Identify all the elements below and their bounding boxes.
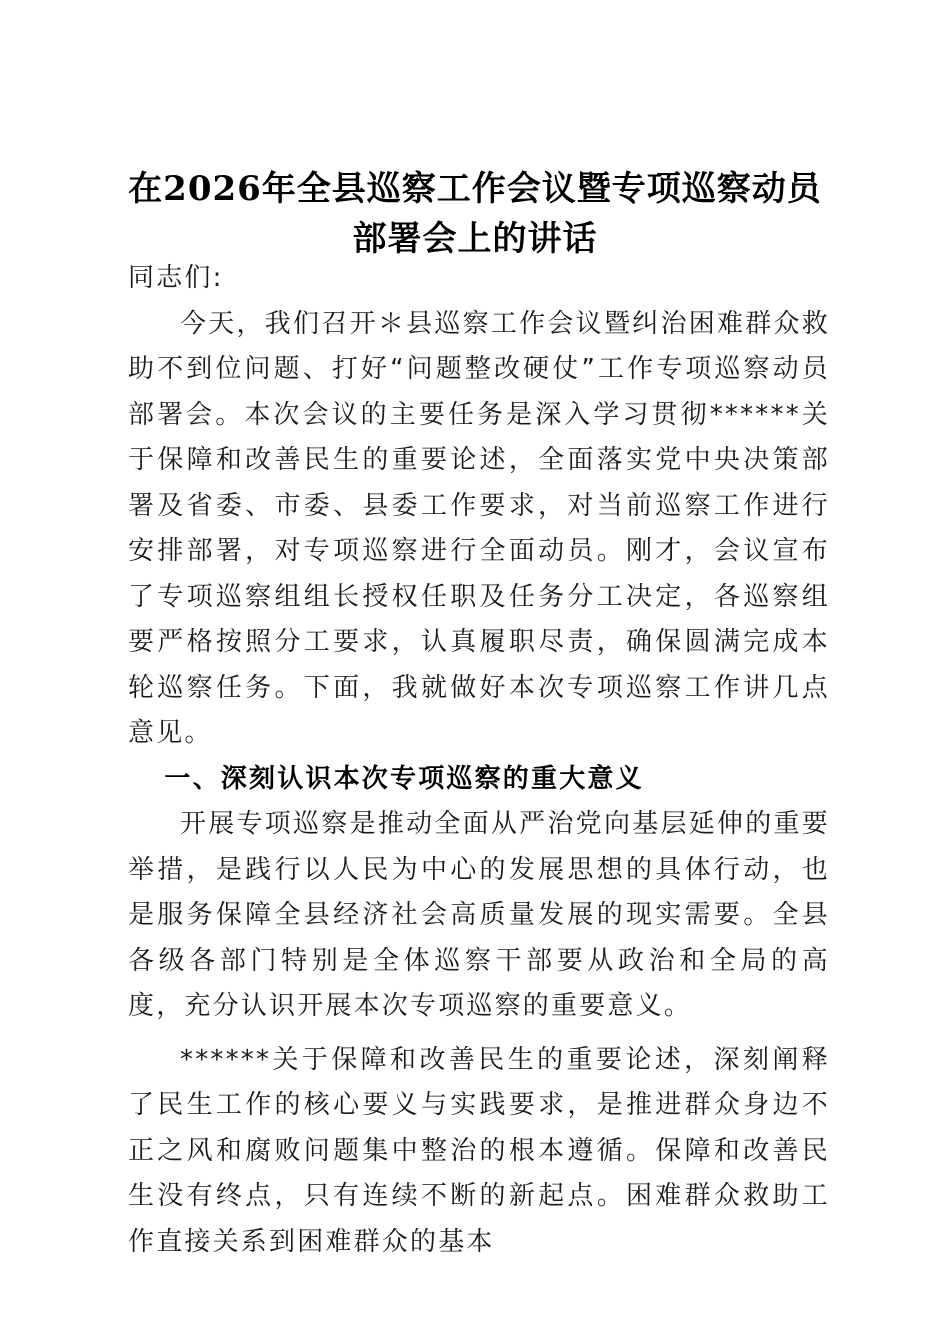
title-line-1: 在2026年全县巡察工作会议暨专项巡察动员 — [128, 169, 822, 209]
salutation: 同志们: — [128, 263, 224, 293]
section-1-heading: 一、深刻认识本次专项巡察的重大意义 — [164, 763, 644, 794]
section-1-paragraph-1: 开展专项巡察是推动全面从严治党向基层延伸的重要举措，是践行以人民为中心的发展思想的具体行动，也是服务保障全县经济社会高质量发展的现实需要。全县各级各部门特别是全体巡察干部要从政治和全局的高度，充分认识开展本次专项巡察的重要意义。 — [128, 809, 830, 1021]
document-body — [128, 256, 830, 1265]
title-line-2: 部署会上的讲话 — [352, 219, 598, 259]
section-1-paragraph-2: ******关于保障和改善民生的重要论述，深刻阐释了民生工作的核心要义与实践要求，是推进群众身边不正之风和腐败问题集中整治的根本遵循。保障和改善民生没有终点，只有连续不断的新起点。困难群众救助工作直接关系到困难群众的基本 — [128, 1044, 830, 1257]
document-title — [128, 164, 822, 264]
intro-paragraph: 今天，我们召开＊县巡察工作会议暨纠治困难群众救助不到位问题、打好“问题整改硬仗”工作专项巡察动员部署会。本次会议的主要任务是深入学习贯彻******关于保障和改善民生的重要论述，全面落实党中央决策部署及省委、市委、县委工作要求，对当前巡察工作进行安排部署，对专项巡察进行全面动员。刚才，会议宣布了专项巡察组组长授权任职及任务分工决定，各巡察组要严格按照分工要求，认真履职尽责，确保圆满完成本轮巡察任务。下面，我就做好本次专项巡察工作讲几点意见。 — [128, 308, 830, 748]
